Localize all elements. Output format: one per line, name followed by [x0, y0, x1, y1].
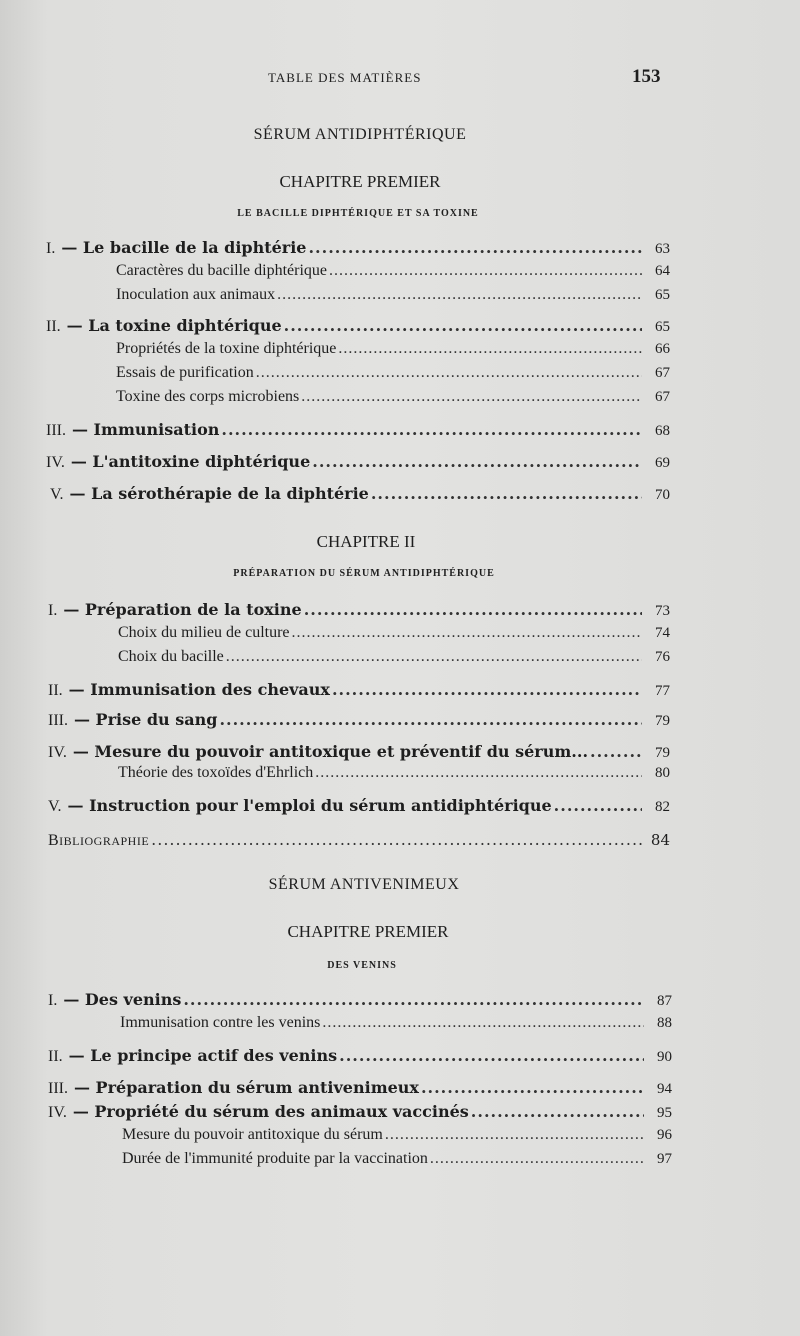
- entry-label: Caractères du bacille diphtérique: [116, 262, 328, 279]
- page-number: 153: [632, 66, 661, 87]
- entry-page: 69: [655, 455, 670, 471]
- dot-leader: [471, 1102, 644, 1121]
- entry-number: II.: [46, 318, 61, 335]
- entry-page: 67: [655, 389, 670, 405]
- entry-label: Choix du milieu de culture: [118, 624, 290, 641]
- chapter-subtitle: DES VENINS: [327, 960, 397, 971]
- running-title: TABLE DES MATIÈRES: [268, 70, 422, 85]
- section-title: SÉRUM ANTIDIPHTÉRIQUE: [253, 126, 467, 143]
- toc-entry: [116, 340, 670, 364]
- entry-label: — Préparation du sérum antivenimeux: [73, 1078, 419, 1097]
- toc-entry: [48, 680, 670, 704]
- toc-entry: [118, 624, 670, 648]
- toc-entry: [48, 1102, 672, 1126]
- dot-leader: [304, 600, 642, 619]
- entry-label: Toxine des corps microbiens: [116, 388, 300, 405]
- entry-page: 67: [655, 365, 670, 381]
- entry-page: 73: [655, 603, 670, 619]
- entry-label: Inoculation aux animaux: [116, 286, 276, 303]
- entry-page: 77: [655, 683, 670, 699]
- entry-label: Immunisation contre les venins: [120, 1014, 321, 1031]
- entry-page: 97: [657, 1151, 672, 1167]
- dot-leader: [151, 830, 642, 849]
- toc-entry: [116, 388, 670, 412]
- entry-page: 88: [657, 1015, 672, 1031]
- running-head: [0, 66, 800, 90]
- bibliography-initial: B: [48, 832, 60, 849]
- dot-leader: [385, 1126, 644, 1144]
- toc-entry: [46, 452, 670, 476]
- entry-number: V.: [48, 798, 62, 815]
- toc-entry: [46, 238, 670, 262]
- dot-leader: [329, 262, 642, 280]
- dot-leader: [183, 990, 644, 1009]
- entry-number: V.: [50, 486, 64, 503]
- entry-label: — Immunisation: [71, 420, 220, 439]
- entry-page: 95: [657, 1105, 672, 1121]
- entry-label: — Des venins: [63, 990, 182, 1009]
- dot-leader: [226, 648, 642, 666]
- dot-leader: [554, 796, 642, 815]
- entry-label: Théorie des toxoïdes d'Ehrlich: [118, 764, 314, 781]
- chapter-subtitle: LE BACILLE DIPHTÉRIQUE ET SA TOXINE: [237, 208, 479, 219]
- dot-leader: [301, 388, 642, 406]
- toc-entry: [116, 286, 670, 310]
- toc-entry: [50, 484, 670, 508]
- toc-entry: [48, 710, 670, 734]
- entry-label: — La sérothérapie de la diphtérie: [69, 484, 369, 503]
- entry-label: Essais de purification: [116, 364, 254, 381]
- toc-entry-bibliography: [48, 830, 670, 854]
- entry-number: I.: [46, 240, 56, 257]
- dot-leader: [221, 420, 642, 439]
- entry-label: — Le bacille de la diphtérie: [61, 238, 307, 257]
- toc-entry: [48, 742, 670, 766]
- entry-label: — Immunisation des chevaux: [68, 680, 330, 699]
- toc-entry: [122, 1126, 672, 1150]
- entry-number: IV.: [48, 744, 67, 761]
- dot-leader: [219, 710, 642, 729]
- chapter-title: CHAPITRE PREMIER: [287, 922, 449, 941]
- chapter-subtitle: PRÉPARATION DU SÉRUM ANTIDIPHTÉRIQUE: [233, 568, 495, 579]
- toc-entry: [48, 796, 670, 820]
- entry-number: I.: [48, 602, 58, 619]
- toc-entry: [46, 420, 670, 444]
- entry-page: 74: [655, 625, 670, 641]
- entry-label: — Instruction pour l'emploi du sérum antidiphtérique: [67, 796, 552, 815]
- entry-page: 80: [655, 765, 670, 781]
- toc-entry: [120, 1014, 672, 1038]
- entry-label: — Mesure du pouvoir antitoxique et préventif du sérum...: [72, 742, 589, 761]
- entry-label: — Propriété du sérum des animaux vaccinés: [72, 1102, 469, 1121]
- dot-leader: [315, 764, 642, 782]
- entry-number: IV.: [46, 454, 65, 471]
- entry-label: — La toxine diphtérique: [66, 316, 282, 335]
- entry-number: III.: [46, 422, 66, 439]
- dot-leader: [421, 1078, 644, 1097]
- chapter-title: CHAPITRE II: [316, 532, 416, 551]
- dot-leader: [332, 680, 642, 699]
- entry-number: II.: [48, 1048, 63, 1065]
- entry-page: 76: [655, 649, 670, 665]
- entry-page: 70: [655, 487, 670, 503]
- dot-leader: [339, 1046, 644, 1065]
- entry-page: 79: [655, 745, 670, 761]
- entry-number: IV.: [48, 1104, 67, 1121]
- section-title: SÉRUM ANTIVENIMEUX: [268, 876, 460, 893]
- bibliography-label: IBLIOGRAPHIE: [59, 834, 150, 848]
- entry-page: 64: [655, 263, 670, 279]
- entry-page: 65: [655, 319, 670, 335]
- entry-page: 68: [655, 423, 670, 439]
- entry-page: 96: [657, 1127, 672, 1143]
- entry-page: 87: [657, 993, 672, 1009]
- entry-number: I.: [48, 992, 58, 1009]
- toc-entry: [118, 648, 670, 672]
- entry-page: 90: [657, 1049, 672, 1065]
- toc-entry: [122, 1150, 672, 1174]
- entry-number: II.: [48, 682, 63, 699]
- entry-page: 84: [650, 831, 670, 849]
- dot-leader: [308, 238, 642, 257]
- dot-leader: [312, 452, 642, 471]
- dot-leader: [590, 742, 642, 761]
- dot-leader: [292, 624, 642, 642]
- dot-leader: [284, 316, 642, 335]
- toc-entry: [48, 1078, 672, 1102]
- entry-label: — Prise du sang: [73, 710, 218, 729]
- entry-page: 79: [655, 713, 670, 729]
- chapter-title: CHAPITRE PREMIER: [279, 172, 441, 191]
- dot-leader: [430, 1150, 644, 1168]
- entry-page: 66: [655, 341, 670, 357]
- entry-page: 94: [657, 1081, 672, 1097]
- entry-label: Durée de l'immunité produite par la vaccination: [122, 1150, 428, 1167]
- dot-leader: [338, 340, 642, 358]
- entry-label: — Préparation de la toxine: [63, 600, 302, 619]
- toc-entry: [48, 990, 672, 1014]
- entry-number: III.: [48, 1080, 68, 1097]
- entry-number: III.: [48, 712, 68, 729]
- entry-label: Propriétés de la toxine diphtérique: [116, 340, 337, 357]
- toc-entry: [118, 764, 670, 788]
- dot-leader: [256, 364, 642, 382]
- entry-label: Choix du bacille: [118, 648, 224, 665]
- entry-page: 82: [655, 799, 670, 815]
- entry-label: — L'antitoxine diphtérique: [70, 452, 311, 471]
- toc-entry: [46, 316, 670, 340]
- entry-label: Mesure du pouvoir antitoxique du sérum: [122, 1126, 383, 1143]
- dot-leader: [322, 1014, 644, 1032]
- toc-entry: [116, 364, 670, 388]
- entry-page: 65: [655, 287, 670, 303]
- toc-entry: [116, 262, 670, 286]
- entry-page: 63: [655, 241, 670, 257]
- entry-label: — Le principe actif des venins: [68, 1046, 338, 1065]
- toc-entry: [48, 600, 670, 624]
- toc-entry: [48, 1046, 672, 1070]
- dot-leader: [371, 484, 642, 503]
- dot-leader: [277, 286, 642, 304]
